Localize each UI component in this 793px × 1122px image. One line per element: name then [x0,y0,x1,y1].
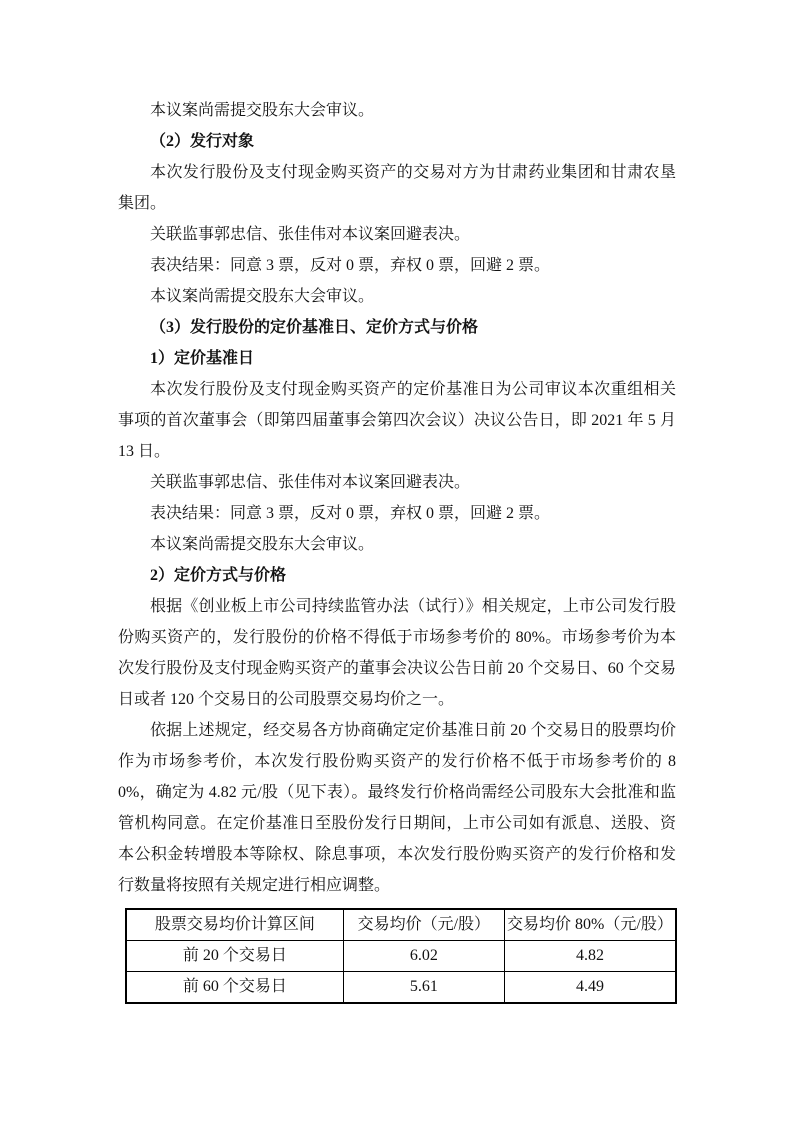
table-cell: 4.49 [504,972,676,1004]
body-paragraph: 本议案尚需提交股东大会审议。 [150,536,375,553]
table-cell: 前 60 个交易日 [126,972,343,1004]
price-table-body [126,941,676,1004]
table-cell: 前 20 个交易日 [126,941,343,972]
body-paragraph: 本次发行股份及支付现金购买资产的定价基准日为公司审议本次重组相关事项的首次董事会（即第四届董事会第四次会议）决议公告日，即 2021 年 5 月 13 日。 [118,381,676,460]
document-content [118,95,676,1004]
table-row [126,941,676,972]
body-paragraph: 根据《创业板上市公司持续监管办法（试行）》相关规定，上市公司发行股份购买资产的，发行股份的价格不得低于市场参考价的 80%。市场参考价为本次发行股份及支付现金购买资产的董事会决议公告日前 20 个交易日、60 个交易日或者 120 个交易日的公司股票交易均价之一。 [118,598,676,708]
section-heading: （3）发行股份的定价基准日、定价方式与价格 [150,319,479,336]
price-table-head [126,909,676,941]
body-paragraph: 关联监事郭忠信、张佳伟对本议案回避表决。 [150,226,471,243]
table-header-cell: 交易均价（元/股） [343,909,504,941]
body-paragraph: 依据上述规定，经交易各方协商确定定价基准日前 20 个交易日的股票均价作为市场参考价，本次发行股份购买资产的发行价格不低于市场参考价的 80%，确定为 4.82 元/股（见下表）。最终发行价格尚需经公司股东大会批准和监管机构同意。在定价基准日至股份发行日期间，上市公司如有派息、送股、资本公积金转增股本等除权、除息事项，本次发行股份购买资产的发行价格和发行数量将按照有关规定进行相应调整。 [118,722,676,894]
section-heading: 1）定价基准日 [150,350,255,367]
body-paragraph: 本议案尚需提交股东大会审议。 [150,102,375,119]
price-table [125,908,677,1004]
document-body [118,95,676,901]
section-heading: 2）定价方式与价格 [150,567,287,584]
table-header-row [126,909,676,941]
body-paragraph: 本议案尚需提交股东大会审议。 [150,288,375,305]
table-cell: 4.82 [504,941,676,972]
body-paragraph: 表决结果：同意 3 票，反对 0 票，弃权 0 票，回避 2 票。 [150,505,551,522]
body-paragraph: 表决结果：同意 3 票，反对 0 票，弃权 0 票，回避 2 票。 [150,257,551,274]
table-header-cell: 交易均价 80%（元/股） [504,909,676,941]
table-header-cell: 股票交易均价计算区间 [126,909,343,941]
table-cell: 5.61 [343,972,504,1004]
body-paragraph: 本次发行股份及支付现金购买资产的交易对方为甘肃药业集团和甘肃农垦集团。 [118,164,676,212]
body-paragraph: 关联监事郭忠信、张佳伟对本议案回避表决。 [150,474,471,491]
table-row [126,972,676,1004]
section-heading: （2）发行对象 [150,133,255,150]
table-cell: 6.02 [343,941,504,972]
